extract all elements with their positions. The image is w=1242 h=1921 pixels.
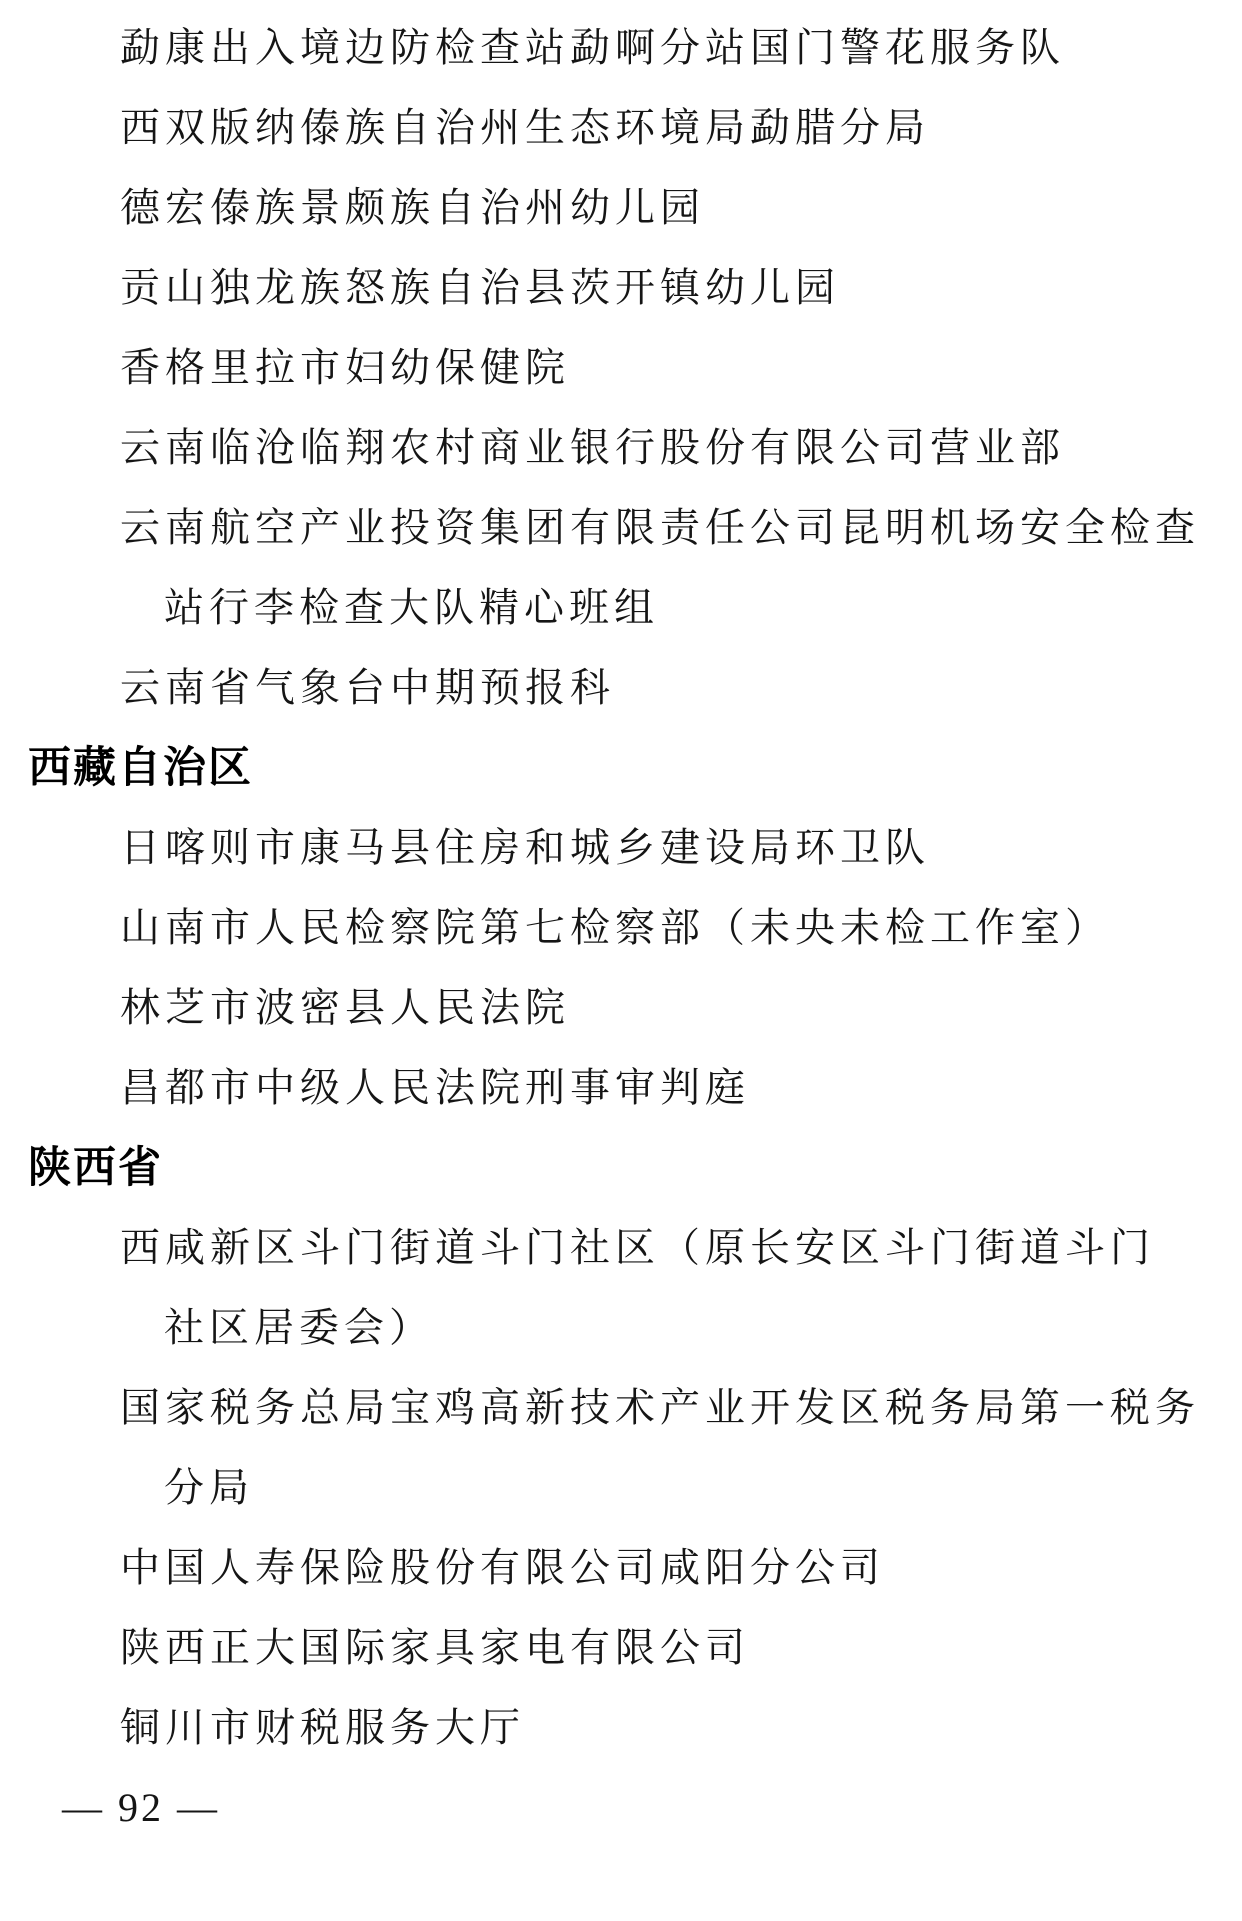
list-item: 铜川市财税服务大厅 [120, 1705, 525, 1750]
list-item: 西双版纳傣族自治州生态环境局勐腊分局 [120, 105, 930, 150]
page-number: — 92 — [62, 1785, 220, 1830]
list-item: 日喀则市康马县住房和城乡建设局环卫队 [120, 825, 930, 870]
list-item: 云南临沧临翔农村商业银行股份有限公司营业部 [120, 425, 1065, 470]
list-item: 山南市人民检察院第七检察部（未央未检工作室） [120, 905, 1110, 950]
section-header-xizang: 西藏自治区 [28, 744, 253, 792]
list-item-continuation: 社区居委会） [164, 1305, 434, 1350]
list-item: 德宏傣族景颇族自治州幼儿园 [120, 185, 705, 230]
list-item: 贡山独龙族怒族自治县茨开镇幼儿园 [120, 265, 840, 310]
list-item: 云南航空产业投资集团有限责任公司昆明机场安全检查 [120, 505, 1200, 550]
list-item-continuation: 分局 [164, 1465, 254, 1510]
list-item: 勐康出入境边防检查站勐啊分站国门警花服务队 [120, 25, 1065, 70]
list-item: 国家税务总局宝鸡高新技术产业开发区税务局第一税务 [120, 1385, 1200, 1430]
list-item: 香格里拉市妇幼保健院 [120, 345, 570, 390]
list-item: 昌都市中级人民法院刑事审判庭 [120, 1065, 750, 1110]
section-header-shaanxi: 陕西省 [28, 1144, 163, 1192]
list-item: 云南省气象台中期预报科 [120, 665, 615, 710]
list-item: 中国人寿保险股份有限公司咸阳分公司 [120, 1545, 885, 1590]
list-item-continuation: 站行李检查大队精心班组 [164, 585, 659, 630]
list-item: 陕西正大国际家具家电有限公司 [120, 1625, 750, 1670]
list-item: 林芝市波密县人民法院 [120, 985, 570, 1030]
list-item: 西咸新区斗门街道斗门社区（原长安区斗门街道斗门 [120, 1225, 1155, 1270]
